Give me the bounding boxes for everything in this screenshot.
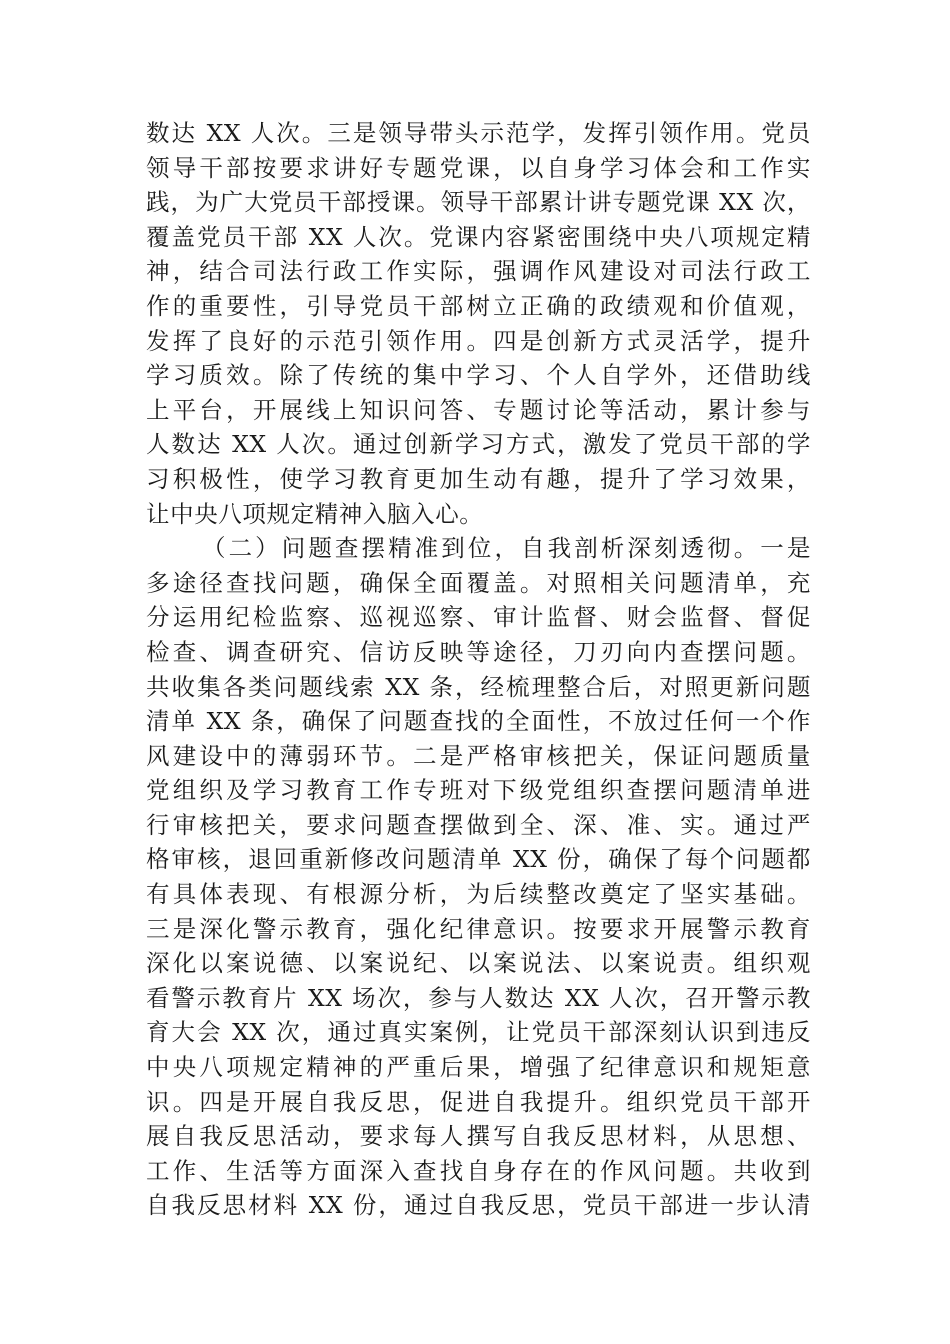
text-line: 习积极性，使学习教育更加生动有趣，提升了学习效果，	[146, 464, 811, 493]
text-line: 识。四是开展自我反思，促进自我提升。组织党员干部开	[146, 1087, 811, 1116]
section-heading-line: （二）问题查摆精准到位，自我剖析深刻透彻。一是	[202, 534, 811, 563]
text-line: 发挥了良好的示范引领作用。四是创新方式灵活学，提升	[146, 326, 811, 355]
text-line: 育大会 XX 次，通过真实案例，让党员干部深刻认识到违反	[146, 1018, 811, 1047]
text-line: 展自我反思活动，要求每人撰写自我反思材料，从思想、	[146, 1122, 811, 1151]
text-line: 检查、调查研究、信访反映等途径，刀刃向内查摆问题。	[146, 637, 811, 666]
text-line: 看警示教育片 XX 场次，参与人数达 XX 人次，召开警示教	[146, 983, 811, 1012]
paragraph-end-line: 让中央八项规定精神入脑入心。	[146, 499, 484, 528]
text-line: 践，为广大党员干部授课。领导干部累计讲专题党课 XX 次，	[146, 188, 811, 217]
text-line: 党组织及学习教育工作专班对下级党组织查摆问题清单进	[146, 776, 811, 805]
text-line: 行审核把关，要求问题查摆做到全、深、准、实。通过严	[146, 810, 811, 839]
text-line: 数达 XX 人次。三是领导带头示范学，发挥引领作用。党员	[146, 119, 811, 147]
text-line: 领导干部按要求讲好专题党课，以自身学习体会和工作实	[146, 153, 811, 182]
text-line: 三是深化警示教育，强化纪律意识。按要求开展警示教育	[146, 914, 811, 943]
text-line: 有具体表现、有根源分析，为后续整改奠定了坚实基础。	[146, 880, 811, 909]
document-body	[146, 116, 811, 1223]
text-line: 共收集各类问题线索 XX 条，经梳理整合后，对照更新问题	[146, 672, 811, 701]
text-line: 中央八项规定精神的严重后果，增强了纪律意识和规矩意	[146, 1053, 811, 1082]
text-line: 覆盖党员干部 XX 人次。党课内容紧密围绕中央八项规定精	[146, 222, 811, 251]
text-line: 自我反思材料 XX 份，通过自我反思，党员干部进一步认清	[146, 1191, 811, 1220]
text-line: 工作、生活等方面深入查找自身存在的作风问题。共收到	[146, 1156, 811, 1185]
text-line: 人数达 XX 人次。通过创新学习方式，激发了党员干部的学	[146, 430, 811, 459]
text-line: 风建设中的薄弱环节。二是严格审核把关，保证问题质量	[146, 741, 811, 770]
text-line: 上平台，开展线上知识问答、专题讨论等活动，累计参与	[146, 395, 811, 424]
text-line: 多途径查找问题，确保全面覆盖。对照相关问题清单，充	[146, 568, 811, 597]
text-line: 学习质效。除了传统的集中学习、个人自学外，还借助线	[146, 361, 811, 390]
text-line: 清单 XX 条，确保了问题查找的全面性，不放过任何一个作	[146, 707, 811, 736]
text-line: 深化以案说德、以案说纪、以案说法、以案说责。组织观	[146, 949, 811, 978]
text-line: 作的重要性，引导党员干部树立正确的政绩观和价值观，	[146, 291, 811, 320]
text-line: 神，结合司法行政工作实际，强调作风建设对司法行政工	[146, 257, 811, 286]
text-line: 格审核，退回重新修改问题清单 XX 份，确保了每个问题都	[146, 845, 811, 874]
text-line: 分运用纪检监察、巡视巡察、审计监督、财会监督、督促	[146, 603, 811, 632]
